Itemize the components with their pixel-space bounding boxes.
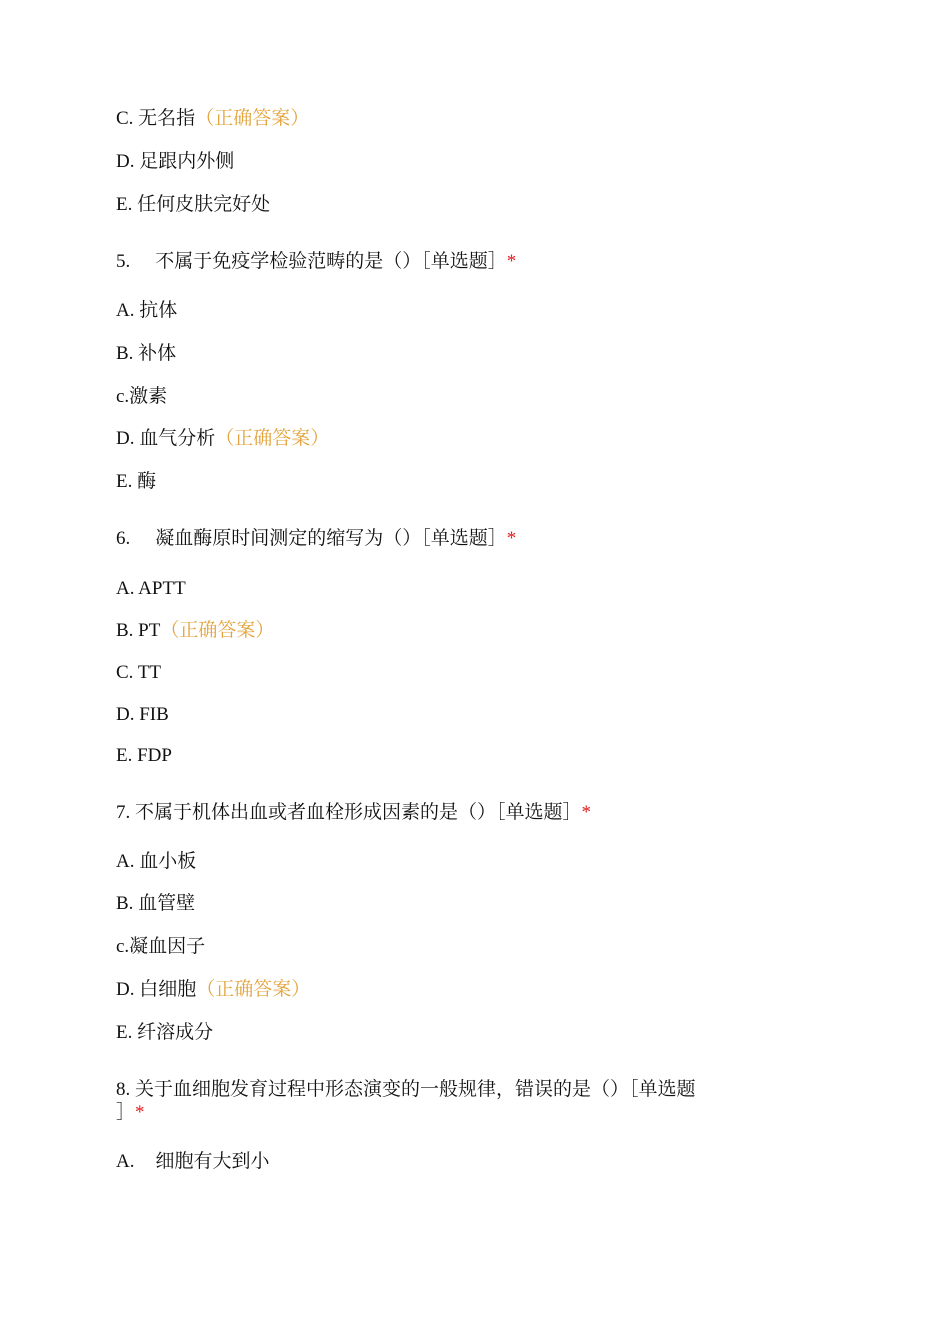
option-label: B. 补体 bbox=[116, 343, 177, 364]
q5-question bbox=[116, 250, 516, 274]
required-mark: * bbox=[506, 251, 517, 272]
q7-option-a[interactable] bbox=[116, 850, 196, 874]
q5-option-d[interactable] bbox=[116, 427, 329, 451]
question-text: 凝血酶原时间测定的缩写为（）［单选题］ bbox=[155, 528, 507, 549]
q4-option-e[interactable] bbox=[116, 193, 270, 217]
q7-option-c[interactable] bbox=[116, 935, 205, 959]
option-label: B. 血管壁 bbox=[116, 893, 196, 914]
option-label: 细胞有大到小 bbox=[155, 1151, 270, 1172]
q6-option-c[interactable] bbox=[116, 661, 161, 685]
correct-answer-tag: （正确答案） bbox=[215, 428, 330, 449]
option-label: E. 任何皮肤完好处 bbox=[116, 194, 271, 215]
option-label: E. 纤溶成分 bbox=[116, 1022, 214, 1043]
correct-answer-tag: （正确答案） bbox=[195, 108, 310, 129]
q7-question bbox=[116, 801, 591, 825]
q8-question-line2 bbox=[116, 1101, 145, 1125]
q6-question bbox=[116, 527, 516, 551]
q6-option-a[interactable] bbox=[116, 577, 186, 601]
question-text: 不属于免疫学检验范畴的是（）［单选题］ bbox=[155, 251, 507, 272]
q8-option-a[interactable] bbox=[116, 1150, 270, 1174]
option-label: D. FIB bbox=[116, 704, 169, 725]
q4-option-c[interactable] bbox=[116, 107, 309, 131]
option-label: E. FDP bbox=[116, 745, 172, 766]
option-label: D. 足跟内外侧 bbox=[116, 151, 235, 172]
q8-question-line1 bbox=[116, 1078, 696, 1102]
q7-option-d[interactable] bbox=[116, 978, 310, 1002]
q5-option-a[interactable] bbox=[116, 299, 177, 323]
q5-option-c[interactable] bbox=[116, 385, 167, 409]
option-letter: A. bbox=[116, 1151, 135, 1172]
option-label: A. 抗体 bbox=[116, 300, 178, 321]
q7-option-b[interactable] bbox=[116, 892, 195, 916]
q6-option-b[interactable] bbox=[116, 619, 274, 643]
option-label: A. APTT bbox=[116, 578, 186, 599]
option-label: C. 无名指 bbox=[116, 108, 196, 129]
question-number: 6. bbox=[116, 528, 131, 549]
option-label: c.激素 bbox=[116, 386, 168, 407]
question-number: 5. bbox=[116, 251, 131, 272]
required-mark: * bbox=[135, 1102, 145, 1123]
option-label: E. 酶 bbox=[116, 471, 157, 492]
q4-option-d[interactable] bbox=[116, 150, 234, 174]
correct-answer-tag: （正确答案） bbox=[160, 620, 275, 641]
option-label: C. TT bbox=[116, 662, 162, 683]
option-label: D. 白细胞 bbox=[116, 979, 197, 1000]
option-label: B. PT bbox=[116, 620, 161, 641]
option-label: D. 血气分析 bbox=[116, 428, 216, 449]
question-text: 7. 不属于机体出血或者血栓形成因素的是（）［单选题］ bbox=[116, 802, 582, 823]
option-label: c.凝血因子 bbox=[116, 936, 206, 957]
required-mark: * bbox=[581, 802, 592, 823]
q5-option-e[interactable] bbox=[116, 470, 156, 494]
q7-option-e[interactable] bbox=[116, 1021, 213, 1045]
correct-answer-tag: （正确答案） bbox=[196, 979, 311, 1000]
q6-option-d[interactable] bbox=[116, 703, 169, 727]
required-mark: * bbox=[506, 528, 517, 549]
question-text-continued: ］ bbox=[116, 1102, 136, 1123]
q5-option-b[interactable] bbox=[116, 342, 176, 366]
question-text: 8. 关于血细胞发育过程中形态演变的一般规律，错误的是（）［单选题 bbox=[116, 1079, 696, 1100]
option-label: A. 血小板 bbox=[116, 851, 197, 872]
q6-option-e[interactable] bbox=[116, 744, 172, 768]
